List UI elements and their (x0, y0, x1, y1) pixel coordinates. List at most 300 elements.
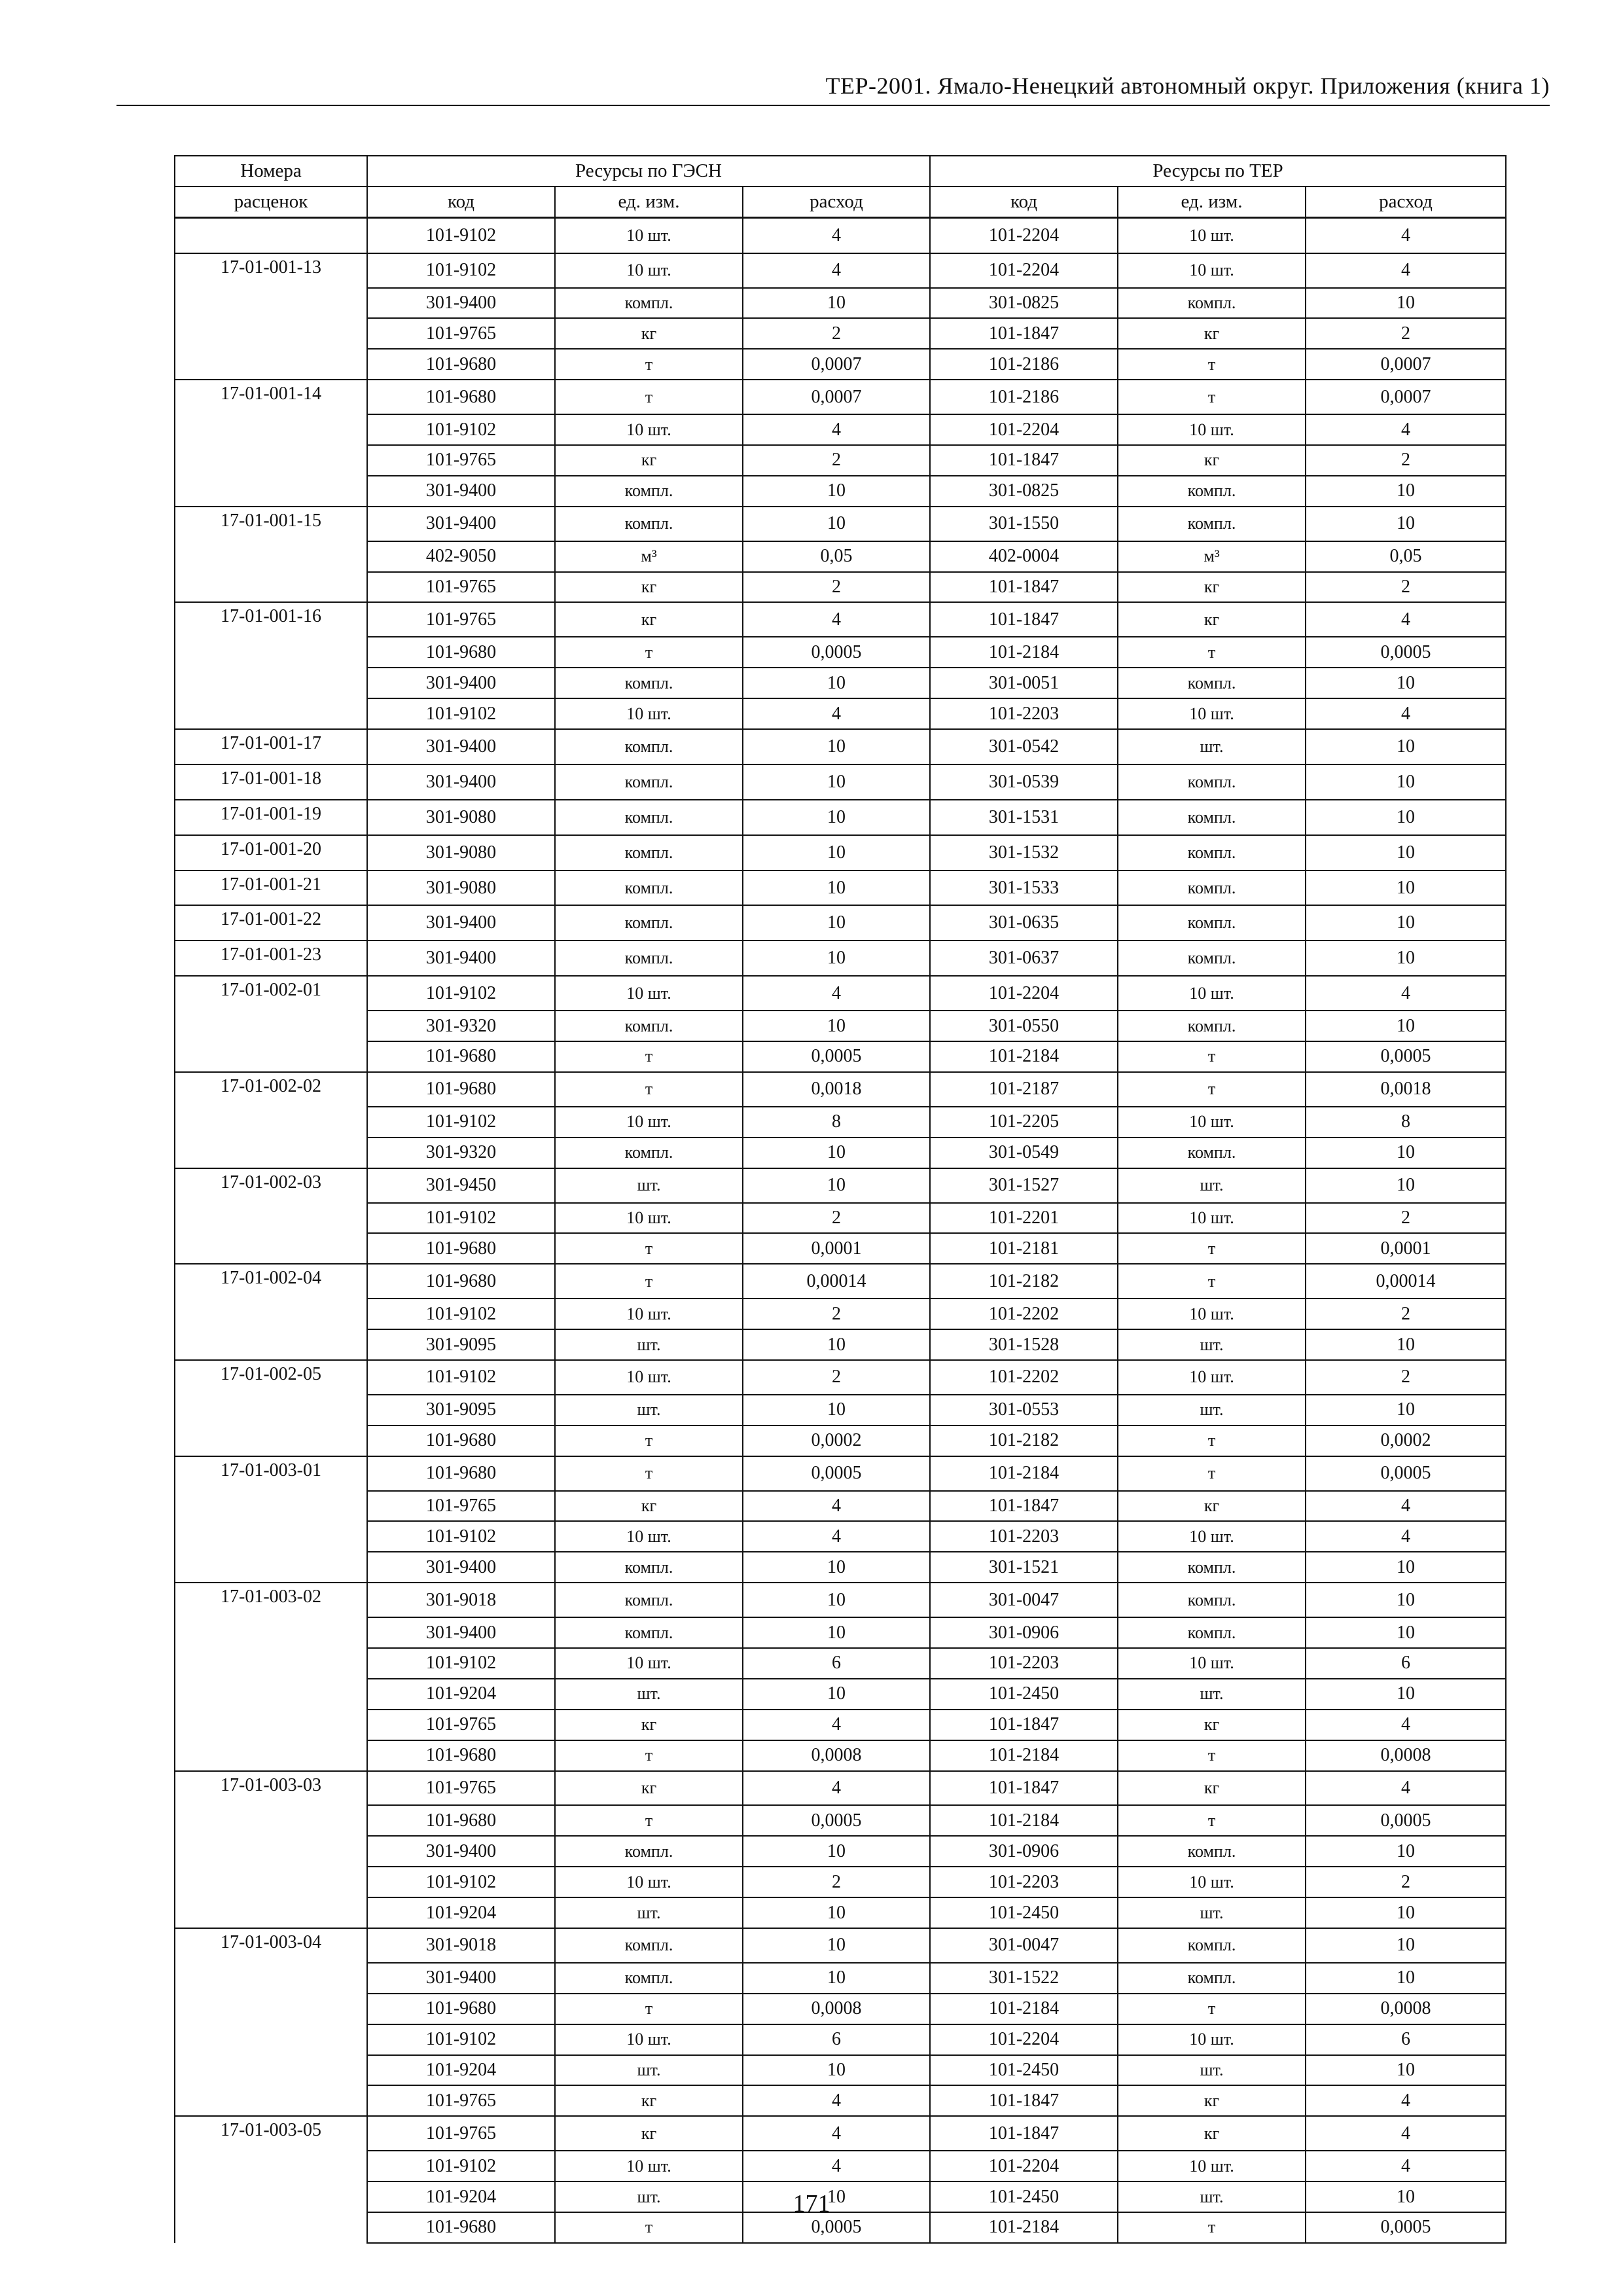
gesn-rate: 10 (743, 2181, 930, 2212)
gesn-unit: кг (555, 2085, 743, 2116)
gesn-rate: 4 (743, 1521, 930, 1552)
table-row (175, 1867, 1506, 1897)
gesn-rate: 10 (743, 905, 930, 941)
rate-number (175, 1710, 367, 1740)
ter-unit: шт. (1118, 2181, 1306, 2212)
ter-rate: 2 (1306, 1299, 1506, 1329)
ter-rate: 10 (1306, 1583, 1506, 1617)
gesn-rate: 0,05 (743, 541, 930, 572)
ter-rate: 10 (1306, 870, 1506, 906)
ter-code: 101-2184 (930, 1456, 1118, 1491)
gesn-rate: 0,0005 (743, 637, 930, 668)
ter-code: 101-2450 (930, 1679, 1118, 1710)
gesn-code: 301-9320 (367, 1011, 555, 1041)
ter-unit: 10 шт. (1118, 1867, 1306, 1897)
ter-rate: 10 (1306, 1679, 1506, 1710)
ter-unit: 10 шт. (1118, 1299, 1306, 1329)
ter-unit: т (1118, 637, 1306, 668)
ter-unit: т (1118, 1426, 1306, 1456)
ter-code: 101-1847 (930, 1491, 1118, 1522)
table-row (175, 541, 1506, 572)
gesn-code: 301-9095 (367, 1329, 555, 1360)
ter-code: 301-0047 (930, 1928, 1118, 1963)
ter-code: 101-2204 (930, 976, 1118, 1011)
gesn-rate: 10 (743, 2055, 930, 2086)
ter-rate: 4 (1306, 2116, 1506, 2151)
gesn-code: 301-9400 (367, 941, 555, 976)
gesn-code: 101-9204 (367, 1897, 555, 1928)
gesn-unit: кг (555, 602, 743, 637)
table-row (175, 1771, 1506, 1806)
ter-rate: 10 (1306, 507, 1506, 541)
ter-code: 101-2204 (930, 253, 1118, 288)
rate-number: 17-01-001-23 (175, 941, 367, 976)
rate-number (175, 698, 367, 729)
ter-code: 101-1847 (930, 2116, 1118, 2151)
ter-rate: 10 (1306, 941, 1506, 976)
gesn-unit: кг (555, 445, 743, 476)
gesn-code: 101-9765 (367, 2116, 555, 2151)
ter-unit: кг (1118, 572, 1306, 603)
gesn-rate: 10 (743, 729, 930, 764)
table-row (175, 1521, 1506, 1552)
rate-number (175, 572, 367, 603)
ter-unit: шт. (1118, 1679, 1306, 1710)
ter-unit: 10 шт. (1118, 1107, 1306, 1138)
ter-code: 101-2184 (930, 1740, 1118, 1771)
ter-code: 101-2202 (930, 1360, 1118, 1395)
ter-unit: шт. (1118, 729, 1306, 764)
gesn-rate: 10 (743, 1963, 930, 1994)
gesn-code: 101-9765 (367, 1771, 555, 1806)
ter-unit: 10 шт. (1118, 1203, 1306, 1234)
gesn-unit: т (555, 380, 743, 414)
gesn-unit: компл. (555, 1836, 743, 1867)
ter-rate: 10 (1306, 800, 1506, 835)
gesn-rate: 2 (743, 445, 930, 476)
gesn-code: 101-9680 (367, 1233, 555, 1264)
gesn-unit: кг (555, 572, 743, 603)
table-row (175, 1107, 1506, 1138)
gesn-code: 301-9400 (367, 1963, 555, 1994)
gesn-code: 301-9400 (367, 729, 555, 764)
gesn-unit: компл. (555, 1583, 743, 1617)
ter-code: 101-2202 (930, 1299, 1118, 1329)
rate-number (175, 414, 367, 445)
rate-number (175, 2151, 367, 2181)
ter-code: 301-0906 (930, 1836, 1118, 1867)
ter-unit: 10 шт. (1118, 1648, 1306, 1679)
rate-number (175, 1648, 367, 1679)
ter-unit: 10 шт. (1118, 2151, 1306, 2181)
ter-unit: м³ (1118, 541, 1306, 572)
gesn-unit: 10 шт. (555, 1299, 743, 1329)
gesn-rate: 4 (743, 253, 930, 288)
ter-rate: 10 (1306, 1168, 1506, 1203)
gesn-unit: компл. (555, 1552, 743, 1583)
ter-code: 101-1847 (930, 602, 1118, 637)
ter-rate: 4 (1306, 2151, 1506, 2181)
ter-unit: 10 шт. (1118, 217, 1306, 253)
ter-unit: т (1118, 1041, 1306, 1072)
rate-number (175, 1491, 367, 1522)
ter-rate: 0,0008 (1306, 1740, 1506, 1771)
ter-unit: компл. (1118, 1836, 1306, 1867)
ter-code: 101-2203 (930, 1867, 1118, 1897)
ter-code: 301-0550 (930, 1011, 1118, 1041)
ter-unit: компл. (1118, 941, 1306, 976)
gesn-rate: 10 (743, 1011, 930, 1041)
header-gesn-group: Ресурсы по ГЭСН (367, 156, 930, 187)
gesn-rate: 0,0008 (743, 1740, 930, 1771)
gesn-unit: компл. (555, 1138, 743, 1168)
rate-number (175, 318, 367, 349)
ter-unit: шт. (1118, 1897, 1306, 1928)
gesn-unit: т (555, 1805, 743, 1836)
ter-code: 301-1522 (930, 1963, 1118, 1994)
ter-code: 101-2187 (930, 1072, 1118, 1107)
ter-code: 101-2184 (930, 637, 1118, 668)
rate-number: 17-01-001-14 (175, 380, 367, 414)
ter-code: 301-0047 (930, 1583, 1118, 1617)
table-row (175, 414, 1506, 445)
ter-unit: т (1118, 1456, 1306, 1491)
gesn-code: 101-9680 (367, 1264, 555, 1299)
rate-number (175, 1329, 367, 1360)
ter-unit: т (1118, 1233, 1306, 1264)
ter-rate: 10 (1306, 1395, 1506, 1426)
gesn-rate: 10 (743, 800, 930, 835)
table-row (175, 1679, 1506, 1710)
ter-unit: кг (1118, 1710, 1306, 1740)
ter-rate: 4 (1306, 1771, 1506, 1806)
ter-rate: 0,0005 (1306, 2212, 1506, 2243)
table-row (175, 729, 1506, 764)
rate-number: 17-01-001-19 (175, 800, 367, 835)
gesn-rate: 4 (743, 1491, 930, 1522)
gesn-code: 101-9765 (367, 602, 555, 637)
rate-number (175, 1963, 367, 1994)
gesn-unit: т (555, 1456, 743, 1491)
ter-code: 301-0635 (930, 905, 1118, 941)
ter-unit: кг (1118, 2116, 1306, 2151)
gesn-rate: 0,00014 (743, 1264, 930, 1299)
ter-rate: 10 (1306, 1963, 1506, 1994)
gesn-code: 101-9765 (367, 1491, 555, 1522)
ter-unit: кг (1118, 318, 1306, 349)
gesn-code: 101-9102 (367, 1648, 555, 1679)
gesn-code: 301-9400 (367, 1836, 555, 1867)
header-gesn-rate: расход (743, 187, 930, 217)
gesn-unit: шт. (555, 1897, 743, 1928)
gesn-rate: 10 (743, 668, 930, 698)
gesn-code: 301-9400 (367, 507, 555, 541)
table-row (175, 1928, 1506, 1963)
ter-code: 301-0051 (930, 668, 1118, 698)
ter-unit: шт. (1118, 2055, 1306, 2086)
rate-number (175, 1138, 367, 1168)
running-header: ТЕР-2001. Ямало-Ненецкий автономный округ. Приложения (книга 1) (825, 73, 1550, 99)
gesn-unit: компл. (555, 870, 743, 906)
ter-rate: 10 (1306, 288, 1506, 319)
ter-code: 301-1528 (930, 1329, 1118, 1360)
ter-unit: кг (1118, 1771, 1306, 1806)
gesn-unit: компл. (555, 729, 743, 764)
ter-unit: кг (1118, 1491, 1306, 1522)
rate-number (175, 217, 367, 253)
gesn-unit: 10 шт. (555, 1203, 743, 1234)
rate-number: 17-01-003-03 (175, 1771, 367, 1806)
ter-unit: компл. (1118, 800, 1306, 835)
gesn-unit: шт. (555, 1395, 743, 1426)
gesn-unit: т (555, 637, 743, 668)
ter-rate: 0,0008 (1306, 1994, 1506, 2024)
gesn-code: 101-9680 (367, 1994, 555, 2024)
ter-rate: 0,0005 (1306, 637, 1506, 668)
ter-code: 101-2204 (930, 2151, 1118, 2181)
ter-rate: 6 (1306, 2024, 1506, 2055)
table-row (175, 1168, 1506, 1203)
rate-number (175, 1203, 367, 1234)
gesn-unit: компл. (555, 800, 743, 835)
table-row (175, 941, 1506, 976)
rate-number (175, 1521, 367, 1552)
rate-number (175, 349, 367, 380)
ter-unit: шт. (1118, 1329, 1306, 1360)
gesn-unit: 10 шт. (555, 253, 743, 288)
gesn-code: 101-9102 (367, 2151, 555, 2181)
ter-code: 101-2203 (930, 698, 1118, 729)
ter-code: 301-0637 (930, 941, 1118, 976)
gesn-unit: кг (555, 1771, 743, 1806)
rate-number (175, 2024, 367, 2055)
header-rule (116, 105, 1550, 106)
ter-rate: 10 (1306, 1011, 1506, 1041)
ter-unit: компл. (1118, 1617, 1306, 1648)
ter-unit: т (1118, 1072, 1306, 1107)
gesn-unit: т (555, 1072, 743, 1107)
gesn-code: 101-9765 (367, 2085, 555, 2116)
ter-rate: 4 (1306, 602, 1506, 637)
table-row (175, 1329, 1506, 1360)
ter-rate: 10 (1306, 1138, 1506, 1168)
ter-code: 101-2204 (930, 217, 1118, 253)
ter-unit: компл. (1118, 668, 1306, 698)
table-row (175, 1963, 1506, 1994)
ter-code: 301-0549 (930, 1138, 1118, 1168)
gesn-code: 101-9102 (367, 698, 555, 729)
rate-number: 17-01-001-22 (175, 905, 367, 941)
table-row (175, 1836, 1506, 1867)
ter-unit: шт. (1118, 1168, 1306, 1203)
gesn-rate: 10 (743, 288, 930, 319)
ter-rate: 10 (1306, 1897, 1506, 1928)
ter-unit: кг (1118, 2085, 1306, 2116)
table-row (175, 445, 1506, 476)
ter-code: 101-1847 (930, 572, 1118, 603)
gesn-unit: компл. (555, 835, 743, 870)
ter-rate: 10 (1306, 1617, 1506, 1648)
header-ter-rate: расход (1306, 187, 1506, 217)
gesn-code: 101-9102 (367, 1521, 555, 1552)
rate-number (175, 1617, 367, 1648)
gesn-rate: 10 (743, 1679, 930, 1710)
gesn-unit: компл. (555, 668, 743, 698)
rate-number: 17-01-001-15 (175, 507, 367, 541)
ter-code: 101-2184 (930, 2212, 1118, 2243)
gesn-unit: т (555, 2212, 743, 2243)
rate-number (175, 1740, 367, 1771)
gesn-unit: компл. (555, 1011, 743, 1041)
gesn-rate: 0,0001 (743, 1233, 930, 1264)
gesn-code: 301-9400 (367, 1617, 555, 1648)
rate-number: 17-01-003-04 (175, 1928, 367, 1963)
rate-number (175, 1299, 367, 1329)
table-row (175, 764, 1506, 800)
gesn-unit: т (555, 1740, 743, 1771)
ter-code: 301-1533 (930, 870, 1118, 906)
gesn-code: 101-9102 (367, 1867, 555, 1897)
gesn-code: 101-9102 (367, 1107, 555, 1138)
table-row (175, 1710, 1506, 1740)
table-row (175, 1897, 1506, 1928)
ter-rate: 0,0007 (1306, 380, 1506, 414)
ter-code: 301-1532 (930, 835, 1118, 870)
rate-number: 17-01-001-13 (175, 253, 367, 288)
gesn-unit: шт. (555, 2055, 743, 2086)
table-body (175, 217, 1506, 2243)
rate-number (175, 1867, 367, 1897)
rate-number (175, 1805, 367, 1836)
gesn-rate: 0,0002 (743, 1426, 930, 1456)
ter-code: 101-2186 (930, 349, 1118, 380)
table-row (175, 1740, 1506, 1771)
rate-number: 17-01-001-16 (175, 602, 367, 637)
table-row (175, 507, 1506, 541)
ter-unit: 10 шт. (1118, 1360, 1306, 1395)
ter-unit: т (1118, 1740, 1306, 1771)
gesn-unit: компл. (555, 1928, 743, 1963)
gesn-unit: компл. (555, 288, 743, 319)
table-row (175, 1203, 1506, 1234)
gesn-rate: 0,0007 (743, 349, 930, 380)
gesn-unit: т (555, 1264, 743, 1299)
gesn-code: 101-9204 (367, 2055, 555, 2086)
ter-rate: 4 (1306, 1521, 1506, 1552)
gesn-code: 101-9680 (367, 349, 555, 380)
gesn-unit: м³ (555, 541, 743, 572)
ter-unit: компл. (1118, 835, 1306, 870)
table-row (175, 1138, 1506, 1168)
ter-rate: 10 (1306, 905, 1506, 941)
rate-number (175, 1552, 367, 1583)
gesn-rate: 10 (743, 1836, 930, 1867)
table-row (175, 2151, 1506, 2181)
header-row-1 (175, 156, 1506, 187)
table-row (175, 349, 1506, 380)
gesn-unit: 10 шт. (555, 1867, 743, 1897)
table-row (175, 1805, 1506, 1836)
gesn-rate: 8 (743, 1107, 930, 1138)
header-gesn-unit: ед. изм. (555, 187, 743, 217)
ter-rate: 4 (1306, 217, 1506, 253)
gesn-rate: 10 (743, 1928, 930, 1963)
gesn-code: 101-9102 (367, 1360, 555, 1395)
ter-code: 101-1847 (930, 2085, 1118, 2116)
gesn-code: 101-9204 (367, 2181, 555, 2212)
gesn-code: 402-9050 (367, 541, 555, 572)
gesn-rate: 4 (743, 602, 930, 637)
ter-rate: 4 (1306, 1491, 1506, 1522)
gesn-code: 101-9680 (367, 1456, 555, 1491)
ter-rate: 0,0002 (1306, 1426, 1506, 1456)
ter-code: 101-2184 (930, 1805, 1118, 1836)
ter-code: 101-1847 (930, 318, 1118, 349)
table-row (175, 2055, 1506, 2086)
ter-code: 101-2203 (930, 1648, 1118, 1679)
gesn-rate: 10 (743, 507, 930, 541)
gesn-rate: 4 (743, 414, 930, 445)
gesn-rate: 4 (743, 217, 930, 253)
gesn-unit: кг (555, 1491, 743, 1522)
table-row (175, 698, 1506, 729)
ter-code: 301-0906 (930, 1617, 1118, 1648)
gesn-rate: 4 (743, 1710, 930, 1740)
ter-unit: 10 шт. (1118, 253, 1306, 288)
table-row (175, 976, 1506, 1011)
gesn-code: 101-9102 (367, 2024, 555, 2055)
gesn-unit: 10 шт. (555, 1648, 743, 1679)
rate-number: 17-01-003-01 (175, 1456, 367, 1491)
ter-rate: 2 (1306, 1203, 1506, 1234)
ter-code: 101-2204 (930, 2024, 1118, 2055)
ter-rate: 10 (1306, 1552, 1506, 1583)
gesn-rate: 2 (743, 1299, 930, 1329)
gesn-unit: компл. (555, 476, 743, 507)
ter-rate: 10 (1306, 1928, 1506, 1963)
gesn-unit: шт. (555, 1679, 743, 1710)
ter-code: 101-2201 (930, 1203, 1118, 1234)
table-row (175, 476, 1506, 507)
table-row (175, 380, 1506, 414)
ter-code: 101-2181 (930, 1233, 1118, 1264)
rate-number (175, 637, 367, 668)
table-row (175, 1395, 1506, 1426)
gesn-code: 101-9680 (367, 1805, 555, 1836)
ter-code: 301-1531 (930, 800, 1118, 835)
gesn-rate: 0,0018 (743, 1072, 930, 1107)
gesn-unit: 10 шт. (555, 976, 743, 1011)
table-row (175, 1491, 1506, 1522)
ter-unit: кг (1118, 602, 1306, 637)
ter-rate: 10 (1306, 2181, 1506, 2212)
ter-unit: компл. (1118, 905, 1306, 941)
table-row (175, 668, 1506, 698)
ter-rate: 6 (1306, 1648, 1506, 1679)
ter-code: 301-1521 (930, 1552, 1118, 1583)
gesn-code: 301-9400 (367, 476, 555, 507)
gesn-unit: компл. (555, 1617, 743, 1648)
rate-number (175, 445, 367, 476)
table-row (175, 2024, 1506, 2055)
table-row (175, 835, 1506, 870)
rate-number: 17-01-001-17 (175, 729, 367, 764)
ter-code: 101-1847 (930, 1771, 1118, 1806)
ter-unit: шт. (1118, 1395, 1306, 1426)
table-row (175, 905, 1506, 941)
gesn-code: 101-9102 (367, 217, 555, 253)
ter-unit: 10 шт. (1118, 414, 1306, 445)
